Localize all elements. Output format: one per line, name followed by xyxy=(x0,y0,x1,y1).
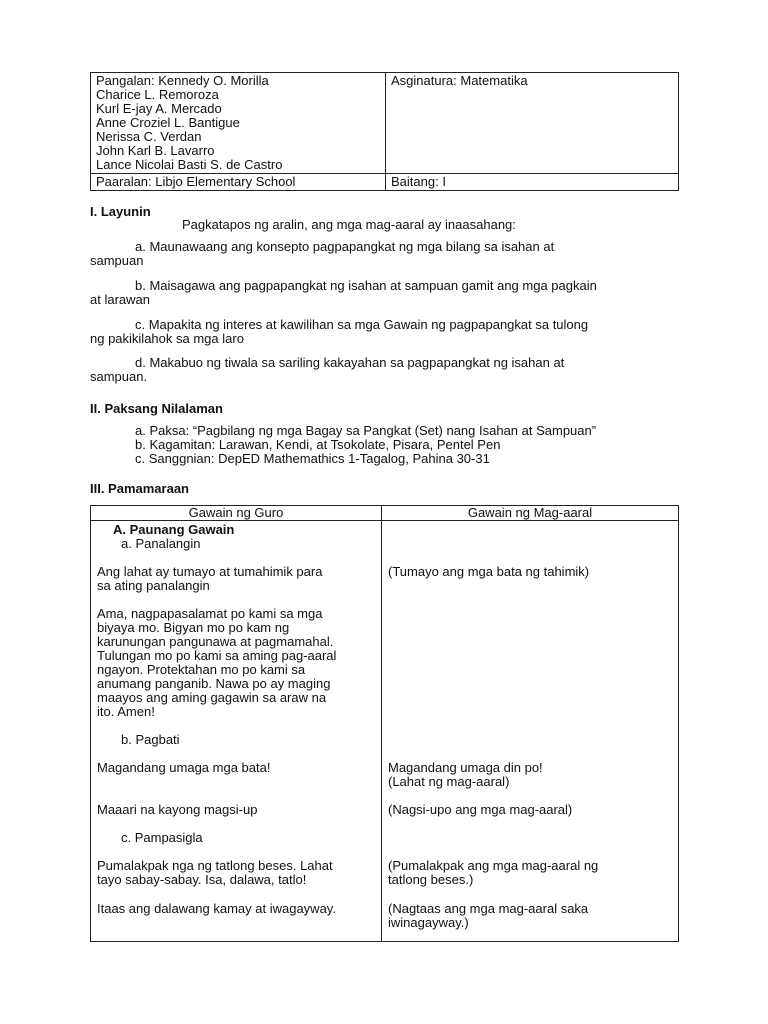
paksang-item: b. Kagamitan: Larawan, Kendi, at Tsokolate, Pisara, Pentel Pen xyxy=(135,437,501,452)
prayer-line: Tulungan mo po kami sa aming pag-aaral xyxy=(97,648,337,663)
member-name: Anne Croziel L. Bantigue xyxy=(96,115,240,130)
paksang-item: c. Sanggnian: DepED Mathemathics 1-Tagalog, Pahina 30-31 xyxy=(135,451,490,466)
paksang-heading: II. Paksang Nilalaman xyxy=(90,401,223,416)
prayer-line: Ama, nagpapasalamat po kami sa mga xyxy=(97,606,323,621)
layunin-item xyxy=(90,318,690,346)
guro-line: Itaas ang dalawang kamay at iwagayway. xyxy=(97,901,336,916)
column-header-guro: Gawain ng Guro xyxy=(91,506,382,521)
layunin-item xyxy=(90,356,690,384)
paunang-gawain-heading: A. Paunang Gawain xyxy=(113,522,235,537)
panalangin-label: a. Panalangin xyxy=(121,536,201,551)
guro-line: Ang lahat ay tumayo at tumahimik para xyxy=(97,564,323,579)
baitang-text: Baitang: I xyxy=(391,174,446,189)
asignatura-text: Asginatura: Matematika xyxy=(391,73,528,88)
prayer-line: karunungan pangunawa at pagmamahal. xyxy=(97,634,334,649)
mag-aaral-line: (Nagtaas ang mga mag-aaral saka xyxy=(388,901,589,916)
guro-column xyxy=(91,521,382,942)
column-header-mag-aaral: Gawain ng Mag-aaral xyxy=(382,506,679,521)
prayer-line: maayos ang aming gagawin sa araw na xyxy=(97,690,327,705)
pangalan-cell xyxy=(91,73,386,174)
paaralan-text: Paaralan: Libjo Elementary School xyxy=(96,174,296,189)
paaralan-cell xyxy=(91,174,386,191)
asignatura-cell xyxy=(386,73,679,174)
guro-line: Pumalakpak nga ng tatlong beses. Lahat xyxy=(97,858,333,873)
member-name: Lance Nicolai Basti S. de Castro xyxy=(96,157,283,172)
mag-aaral-line: (Tumayo ang mga bata ng tahimik) xyxy=(388,564,590,579)
layunin-heading: I. Layunin xyxy=(90,204,151,219)
procedure-table xyxy=(90,505,679,942)
mag-aaral-line: tatlong beses.) xyxy=(388,872,474,887)
layunin-item-line: at larawan xyxy=(90,292,150,307)
layunin-item xyxy=(90,279,690,307)
guro-line: sa ating panalangin xyxy=(97,578,210,593)
pamamaraan-heading: III. Pamamaraan xyxy=(90,481,189,496)
guro-line: Magandang umaga mga bata! xyxy=(97,760,271,775)
member-name: Kurl E-jay A. Mercado xyxy=(96,101,222,116)
pangalan-label: Pangalan: xyxy=(96,73,155,88)
mag-aaral-line: (Pumalakpak ang mga mag-aaral ng xyxy=(388,858,599,873)
prayer-line: anumang panganib. Nawa po ay maging xyxy=(97,676,331,691)
mag-aaral-line: (Nagsi-upo ang mga mag-aaral) xyxy=(388,802,573,817)
mag-aaral-column xyxy=(382,521,679,942)
info-table xyxy=(90,72,679,191)
layunin-item-line: sampuan. xyxy=(90,369,148,384)
mag-aaral-line: (Lahat ng mag-aaral) xyxy=(388,774,510,789)
member-name: Charice L. Remoroza xyxy=(96,87,219,102)
layunin-item xyxy=(90,240,690,268)
guro-line: tayo sabay-sabay. Isa, dalawa, tatlo! xyxy=(97,872,307,887)
prayer-line: ito. Amen! xyxy=(97,704,155,719)
pampasigla-label: c. Pampasigla xyxy=(121,830,203,845)
member-name: Kennedy O. Morilla xyxy=(158,73,269,88)
member-name: Nerissa C. Verdan xyxy=(96,129,202,144)
paksang-item: a. Paksa: “Pagbilang ng mga Bagay sa Pangkat (Set) nang Isahan at Sampuan” xyxy=(135,423,597,438)
mag-aaral-line: iwinagayway.) xyxy=(388,915,469,930)
layunin-item-line: ng pakikilahok sa mga laro xyxy=(90,331,244,346)
layunin-item-line: d. Makabuo ng tiwala sa sariling kakayahan sa pagpapangkat ng isahan at xyxy=(135,355,565,370)
guro-line: Maaari na kayong magsi-up xyxy=(97,802,258,817)
baitang-cell xyxy=(386,174,679,191)
mag-aaral-line: Magandang umaga din po! xyxy=(388,760,543,775)
layunin-item-line: a. Maunawaang ang konsepto pagpapangkat ng mga bilang sa isahan at xyxy=(135,239,555,254)
layunin-item-line: sampuan xyxy=(90,253,144,268)
prayer-line: ngayon. Protektahan mo po kami sa xyxy=(97,662,306,677)
pagbati-label: b. Pagbati xyxy=(121,732,180,747)
layunin-item-line: c. Mapakita ng interes at kawilihan sa mga Gawain ng pagpapangkat sa tulong xyxy=(135,317,589,332)
pangalan-first-line xyxy=(96,74,380,88)
layunin-item-line: b. Maisagawa ang pagpapangkat ng isahan at sampuan gamit ang mga pagkain xyxy=(135,278,597,293)
member-name: John Karl B. Lavarro xyxy=(96,143,215,158)
layunin-intro: Pagkatapos ng aralin, ang mga mag-aaral ay inaasahang: xyxy=(182,217,516,232)
prayer-line: biyaya mo. Bigyan mo po kam ng xyxy=(97,620,290,635)
